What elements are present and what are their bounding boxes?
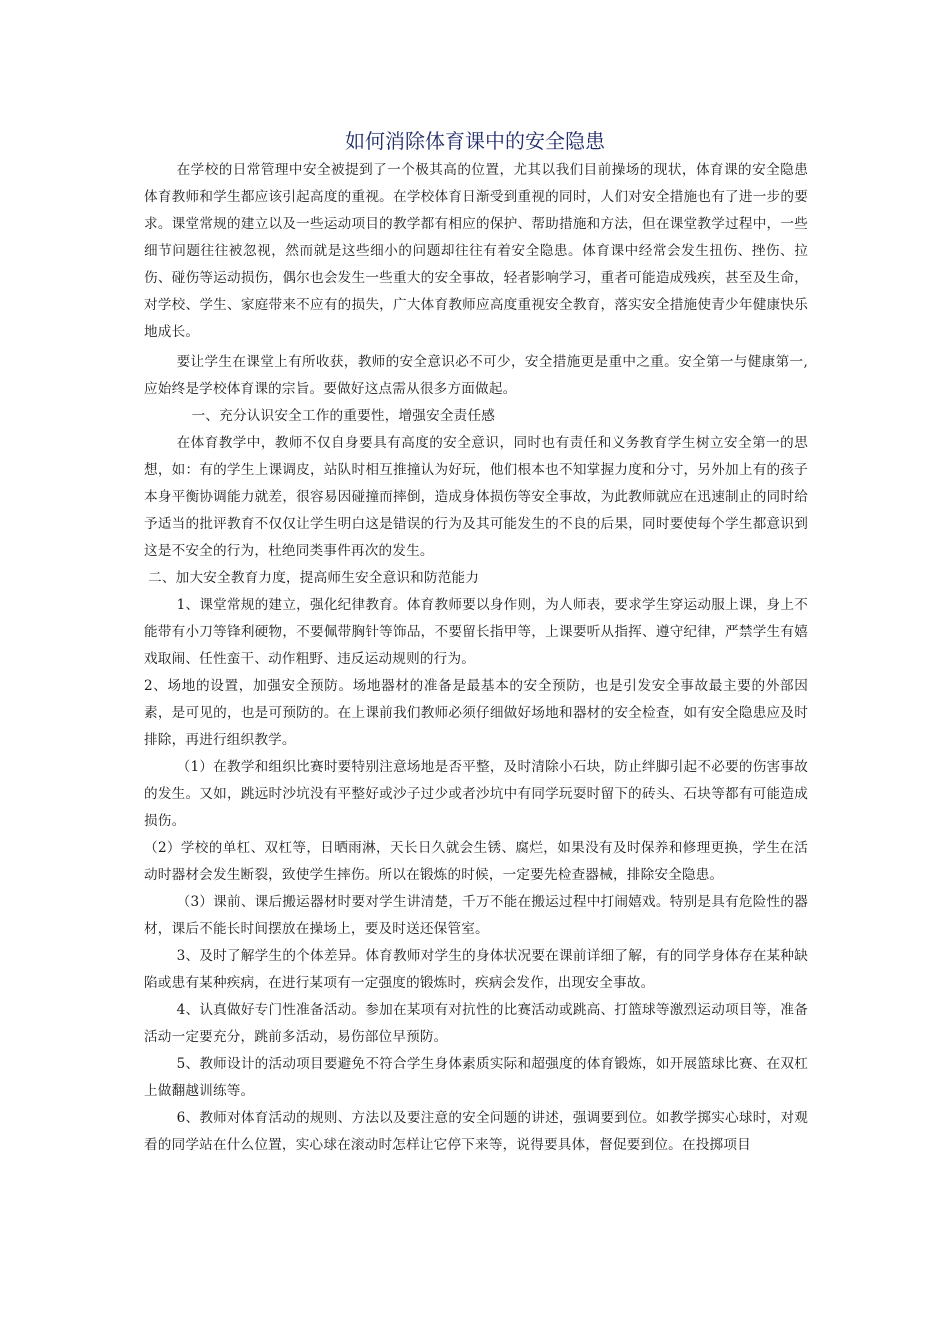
paragraph-subitem-1: （1）在教学和组织比赛时要特别注意场地是否平整，及时清除小石块，防止绊脚引起不必要的伤害事故的发生。又如，跳远时沙坑没有平整好或沙子过少或者沙坑中有同学玩耍时留下的砖头、石块等都有可能造成损伤。 xyxy=(144,759,808,829)
paragraph-intro: 在学校的日常管理中安全被提到了一个极其高的位置，尤其以我们目前操场的现状，体育课的安全隐患体育教师和学生都应该引起高度的重视。在学校体育日渐受到重视的同时，人们对安全措施也有了进一步的要求。课堂常规的建立以及一些运动项目的教学都有相应的保护、帮助措施和方法，但在课堂教学过程中，一些细节问题往往被忽视，然而就是这些细小的问题却往往有着安全隐患。体育课中经常会发生扭伤、挫伤、拉伤、碰伤等运动损伤，偶尔也会发生一些重大的安全事故，轻者影响学习，重者可能造成残疾，甚至及生命，对学校、学生、家庭带来不应有的损失，广大体育教师应高度重视安全教育，落实安全措施使青少年健康快乐地成长。 xyxy=(144,162,808,340)
paragraph-safety-purpose: 要让学生在课堂上有所收获，教师的安全意识必不可少，安全措施更是重中之重。安全第一与健康第一,应始终是学校体育课的宗旨。要做好这点需从很多方面做起。 xyxy=(144,354,808,397)
paragraph-item-3: 3、及时了解学生的个体差异。体育教师对学生的身体状况要在课前详细了解，有的同学身体存在某种缺陷或患有某种疾病，在进行某项有一定强度的锻炼时，疾病会发作，出现安全事故。 xyxy=(144,948,808,991)
paragraph-subitem-3: （3）课前、课后搬运器材时要对学生讲清楚，千万不能在搬运过程中打闹嬉戏。特别是具有危险性的器材，课后不能长时间摆放在操场上，要及时送还保管室。 xyxy=(144,894,808,937)
paragraph-section-1: 在体育教学中，教师不仅自身要具有高度的安全意识，同时也有责任和义务教育学生树立安全第一的思想，如：有的学生上课调皮，站队时相互推撞认为好玩，他们根本也不知掌握力度和分寸，另外加上有的孩子本身平衡协调能力就差，很容易因碰撞而摔倒，造成身体损伤等安全事故，为此教师就应在迅速制止的同时给予适当的批评教育不仅仅让学生明白这是错误的行为及其可能发生的不良的后果，同时要使每个学生都意识到这是不安全的行为，杜绝同类事件再次的发生。 xyxy=(144,435,808,559)
paragraph-item-1: 1、课堂常规的建立，强化纪律教育。体育教师要以身作则，为人师表，要求学生穿运动服上课，身上不能带有小刀等锋利硬物，不要佩带胸针等饰品，不要留长指甲等，上课要听从指挥、遵守纪律，严禁学生有嬉戏取闹、任性蛮干、动作粗野、违反运动规则的行为。 xyxy=(144,597,808,667)
section-heading-2: 二、加大安全教育力度，提高师生安全意识和防范能力 xyxy=(148,570,480,586)
document-body xyxy=(144,157,808,1159)
paragraph-subitem-2: （2）学校的单杠、双杠等，日晒雨淋，天长日久就会生锈、腐烂，如果没有及时保养和修理更换，学生在活动时器材会发生断裂，致使学生摔伤。所以在锻炼的时候，一定要先检查器械，排除安全隐患。 xyxy=(144,840,808,883)
paragraph-item-2: 2、场地的设置，加强安全预防。场地器材的准备是最基本的安全预防，也是引发安全事故最主要的外部因素，是可见的，也是可预防的。在上课前我们教师必须仔细做好场地和器材的安全检查，如有安全隐患应及时排除，再进行组织教学。 xyxy=(144,678,808,748)
paragraph-item-5: 5、教师设计的活动项目要避免不符合学生身体素质实际和超强度的体育锻炼，如开展篮球比赛、在双杠上做翻越训练等。 xyxy=(144,1056,808,1099)
document-title: 如何消除体育课中的安全隐患 xyxy=(345,129,605,153)
paragraph-item-4: 4、认真做好专门性准备活动。参加在某项有对抗性的比赛活动或跳高、打篮球等激烈运动项目等，准备活动一定要充分，跳前多活动，易伤部位早预防。 xyxy=(144,1002,808,1045)
section-heading-1: 一、充分认识安全工作的重要性，增强安全责任感 xyxy=(191,408,496,424)
paragraph-item-6: 6、教师对体育活动的规则、方法以及要注意的安全问题的讲述，强调要到位。如教学掷实心球时，对观看的同学站在什么位置，实心球在滚动时怎样让它停下来等，说得要具体，督促要到位。在投掷项目 xyxy=(144,1110,808,1153)
